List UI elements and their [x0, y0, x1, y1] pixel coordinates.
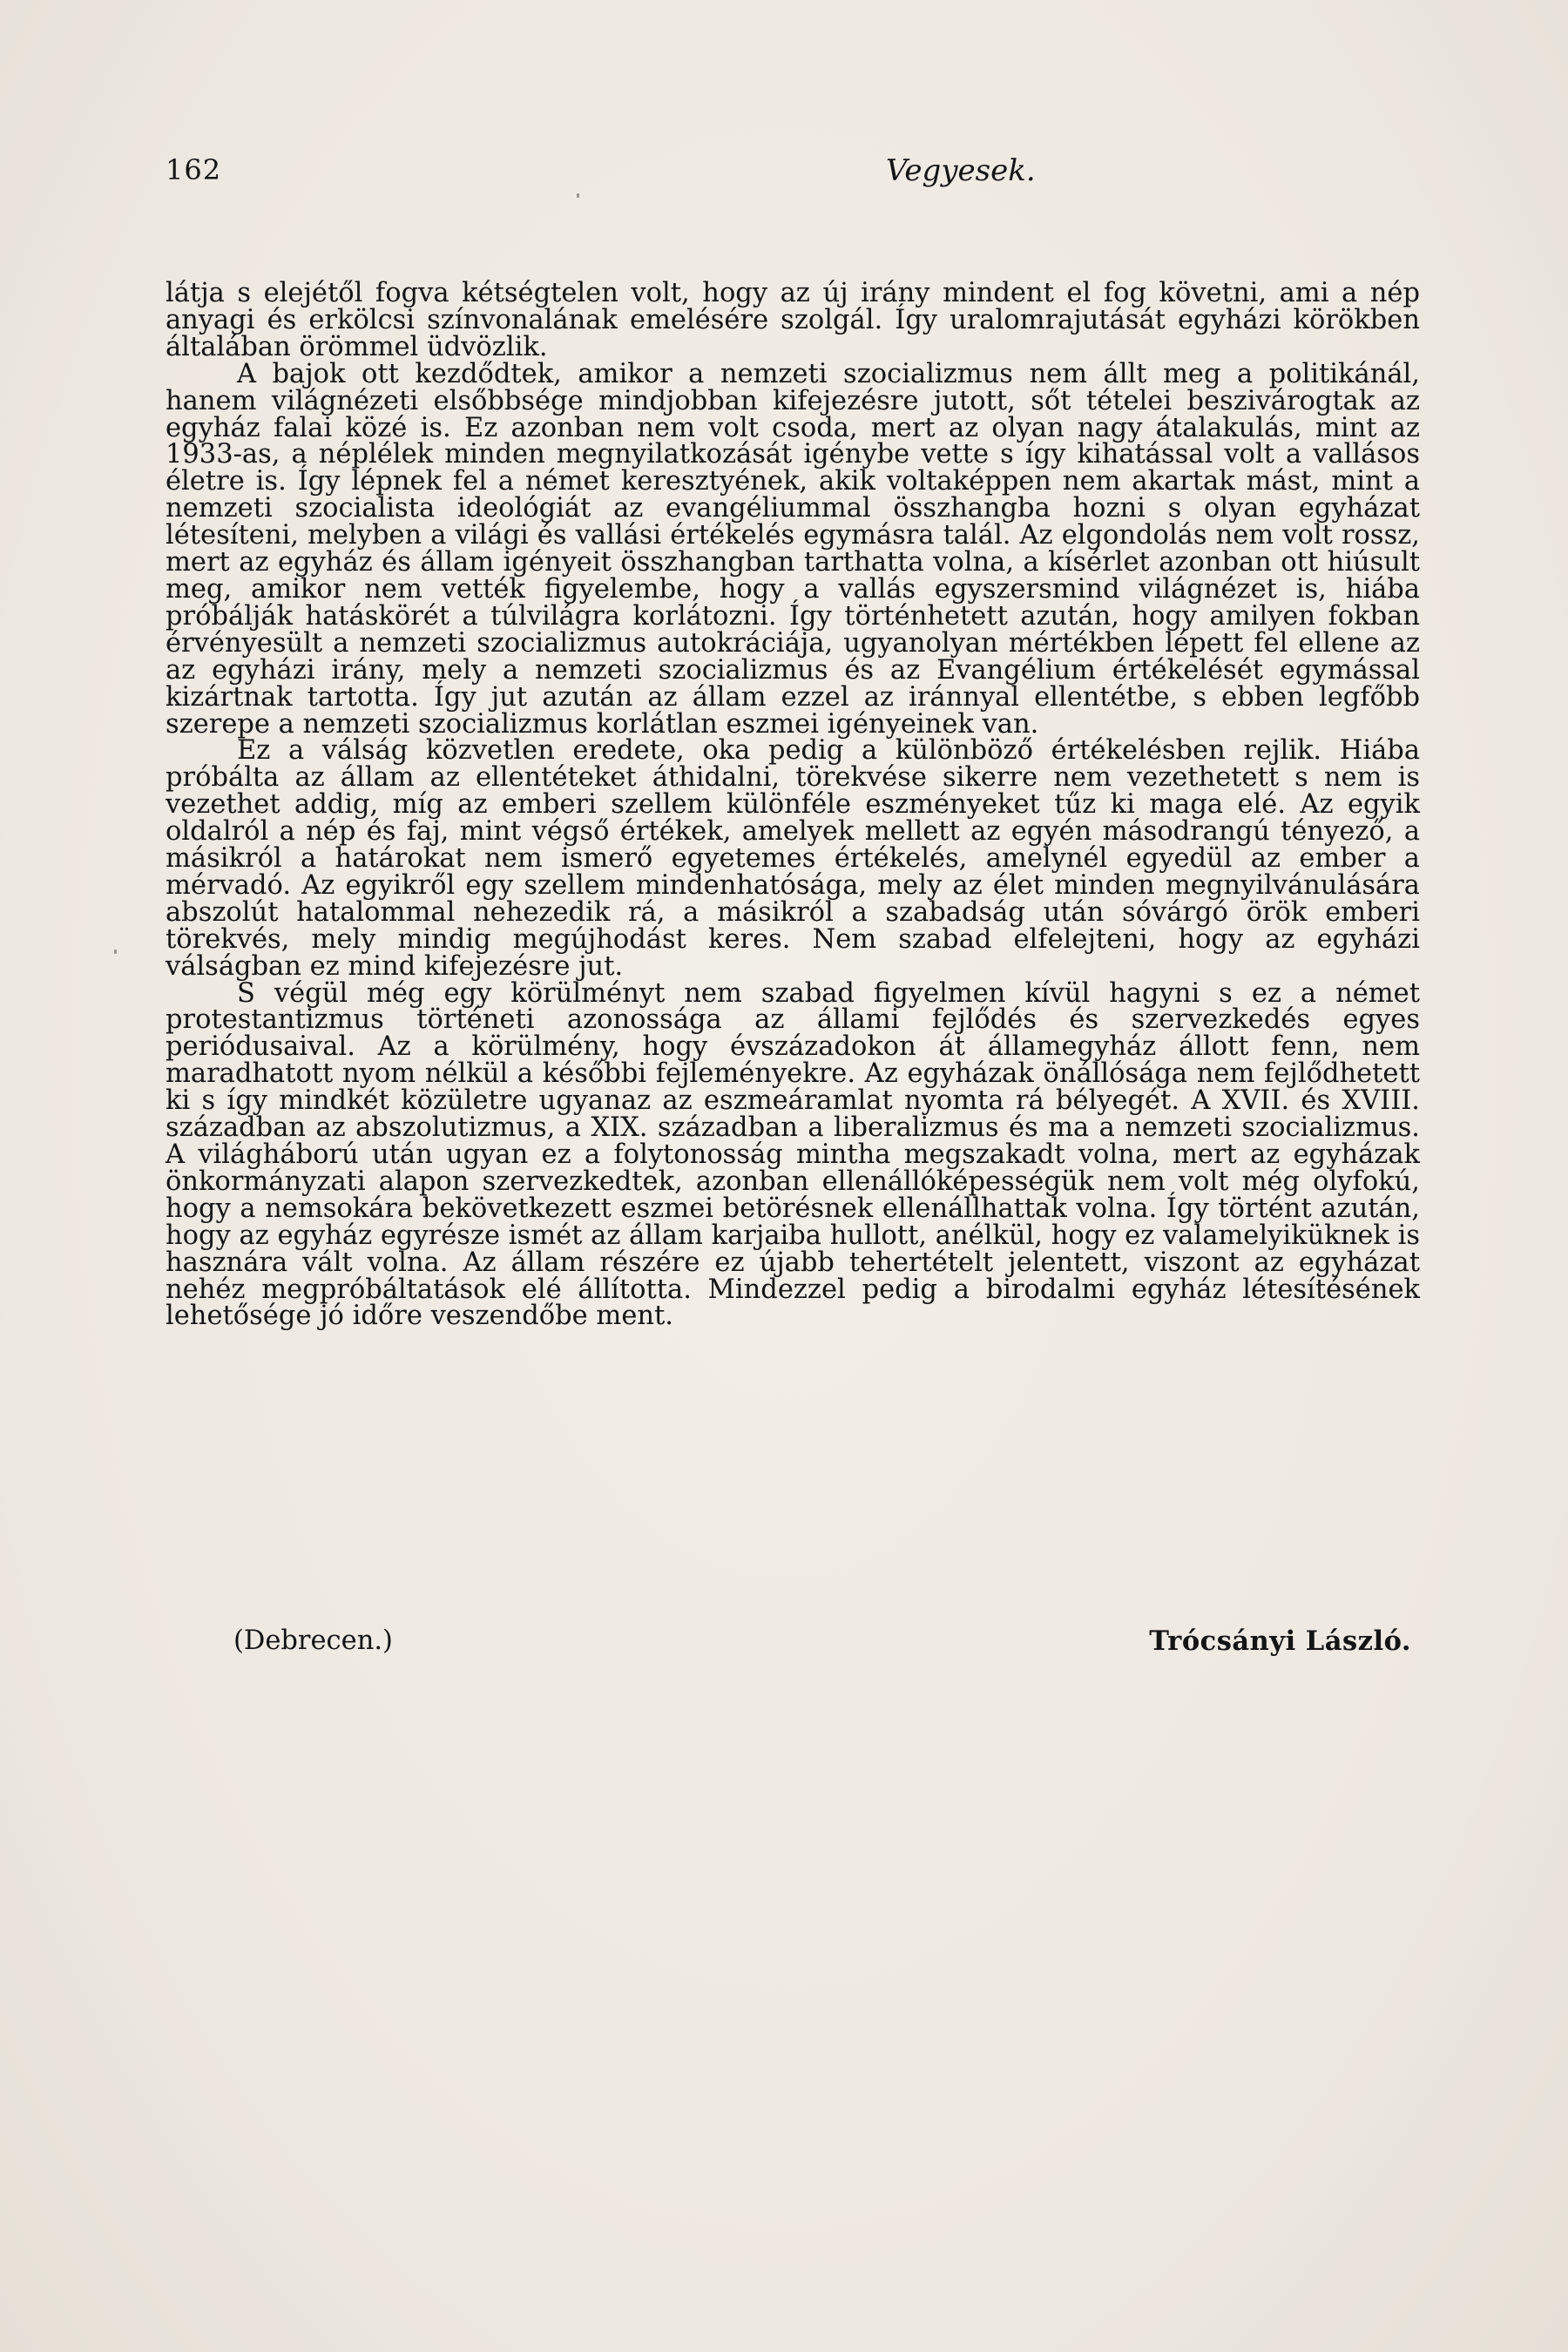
signature-place: (Debrecen.)	[233, 1625, 393, 1656]
signature-author: Trócsányi László.	[1149, 1625, 1411, 1657]
signature-line	[166, 1625, 1420, 1660]
paragraph-4: S végül még egy körülményt nem szabad figyelmen kívül hagyni s ez a német protestantizmus történeti azonossága az állami fejlődés és szervezkedés egyes periódusaival. Az a körülmény, hogy évszázadokon át államegyház állott fenn, nem maradhatott nyom nélkül a későbbi fejleményekre. Az egyházak önállósága nem fejlődhetett ki s így mindkét közületre ugyanaz az eszmeáramlat nyomta rá bélyegét. A XVII. és XVIII. században az abszolutizmus, a XIX. században a liberalizmus és ma a nemzeti szocializmus. A világháború után ugyan ez a folytonosság mintha megszakadt volna, mert az egyházak önkormányzati alapon szervezkedtek, azonban ellenállóképességük nem volt még olyfokú, hogy a nemsokára bekövetkezett eszmei betörésnek ellenállhattak volna. Így történt azután, hogy az egyház egyrésze ismét az állam karjaiba hullott, anélkül, hogy ez valamelyiküknek is hasznára vált volna. Az állam részére ez újabb tehertételt jelentett, viszont az egyházat nehéz megpróbáltatások elé állította. Mindezzel pedig a birodalmi egyház létesítésének lehetősége jó időre veszendőbe ment.	[166, 977, 1420, 1332]
page-header	[166, 153, 1420, 197]
paragraph-3: Ez a válság közvetlen eredete, oka pedig a különböző értékelésben rejlik. Hiába próbálta az állam az ellentéteket áthidalni, törekvése sikerre nem vezethetett s nem is vezethet addig, míg az emberi szellem különféle eszményeket tűz ki maga elé. Az egyik oldalról a nép és faj, mint végső értékek, amelyek mellett az egyén másodrangú tényező, a másikról a határokat nem ismerő egyetemes értékelés, amelynél egyedül az ember a mérvadó. Az egyikről egy szellem mindenhatósága, mely az élet minden megnyilvánulására abszolút hatalommal nehezedik rá, a másikról a szabadság után sóvárgó örök emberi törekvés, mely mindig megújhodást keres. Nem szabad elfelejteni, hogy az egyházi válságban ez mind kifejezésre jut.	[166, 735, 1420, 982]
print-speck	[577, 193, 579, 198]
article-body	[166, 280, 1420, 1330]
print-speck	[114, 950, 117, 954]
page-number: 162	[166, 153, 222, 186]
paragraph-1: látja s elejétől fogva kétségtelen volt, hogy az új irány mindent el fog követni, ami a nép anyagi és erkölcsi színvonalának emelésére szolgál. Így uralomrajutását egyházi körökben általában örömmel üdvözlik.	[166, 278, 1420, 362]
running-title: Vegyesek.	[886, 153, 1036, 188]
paragraph-2: A bajok ott kezdődtek, amikor a nemzeti szocializmus nem állt meg a politikánál, hanem világnézeti elsőbbsége mindjobban kifejezésre jutott, sőt tételei beszivárogtak az egyház falai közé is. Ez azonban nem volt csoda, mert az olyan nagy átalakulás, mint az 1933-as, a néplélek minden megnyilatkozását igénybe vette s így kihatással volt a vallásos életre is. Így lépnek fel a német keresztyének, akik voltaképpen nem akartak mást, mint a nemzeti szocialista ideológiát az evangéliummal összhangba hozni s olyan egyházat létesíteni, melyben a világi és vallási értékelés egymásra talál. Az elgondolás nem volt rossz, mert az egyház és állam igényeit összhangban tarthatta volna, a kísérlet azonban ott hiúsult meg, amikor nem vették figyelembe, hogy a vallás egyszersmind világnézet is, hiába próbálják hatáskörét a túlvilágra korlátozni. Így történhetett azután, hogy amilyen fokban érvényesült a nemzeti szocializmus autokráciája, ugyanolyan mértékben lépett fel ellene az az egyházi irány, mely a nemzeti szocializmus és az Evangélium értékelését egymással kizártnak tartotta. Így jut azután az állam ezzel az iránnyal ellentétbe, s ebben legfőbb szerepe a nemzeti szocializmus korlátlan eszmei igényeinek van.	[166, 358, 1420, 740]
